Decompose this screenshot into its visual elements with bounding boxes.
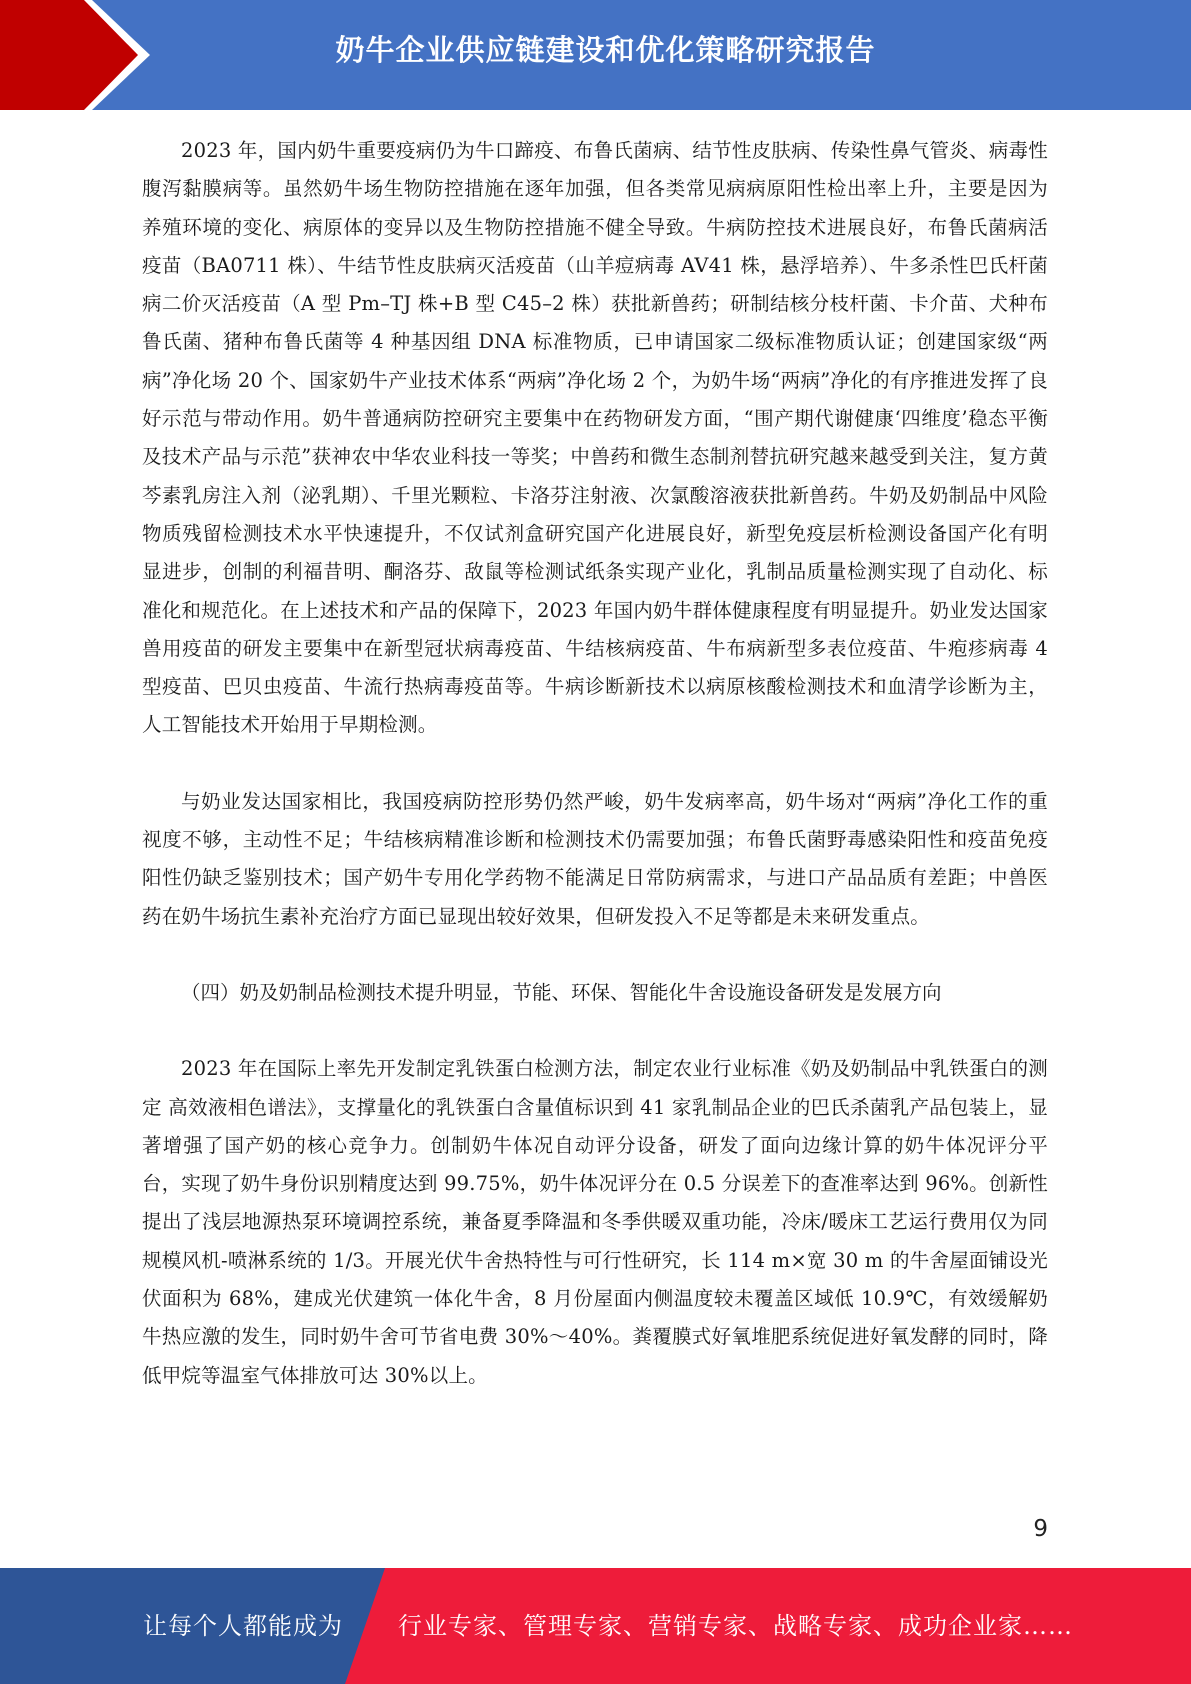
document-title: 奶牛企业供应链建设和优化策略研究报告 <box>335 33 876 67</box>
footer-slogan-roles: 行业专家、管理专家、营销专家、战略专家、成功企业家…… <box>398 1612 1073 1640</box>
page-footer <box>0 1568 1191 1684</box>
page-number: 9 <box>1033 1516 1048 1542</box>
body-paragraph-1: 2023 年，国内奶牛重要疫病仍为牛口蹄疫、布鲁氏菌病、结节性皮肤病、传染性鼻气管炎、病毒性腹泻黏膜病等。虽然奶牛场生物防控措施在逐年加强，但各类常见病病原阳性检出率上升，主要是因为养殖环境的变化、病原体的变异以及生物防控措施不健全导致。牛病防控技术进展良好，布鲁氏菌病活疫苗（BA0711 株）、牛结节性皮肤病灭活疫苗（山羊痘病毒 AV41 株，悬浮培养）、牛多杀性巴氏杆菌病二价灭活疫苗（A 型 Pm–TJ 株+B 型 C45–2 株）获批新兽药；研制结核分枝杆菌、卡介苗、犬种布鲁氏菌、猪种布鲁氏菌等 4 种基因组 DNA 标准物质，已申请国家二级标准物质认证；创建国家级“两病”净化场 20 个、国家奶牛产业技术体系“两病”净化场 2 个，为奶牛场“两病”净化的有序推进发挥了良好示范与带动作用。奶牛普通病防控研究主要集中在药物研发方面，“围产期代谢健康‘四维度’稳态平衡及技术产品与示范”获神农中华农业科技一等奖；中兽药和微生态制剂替抗研究越来越受到关注，复方黄芩素乳房注入剂（泌乳期）、千里光颗粒、卡洛芬注射液、次氯酸溶液获批新兽药。牛奶及奶制品中风险物质残留检测技术水平快速提升，不仅试剂盒研究国产化进展良好，新型免疫层析检测设备国产化有明显进步，创制的利福昔明、酮洛芬、敌鼠等检测试纸条实现产业化，乳制品质量检测实现了自动化、标准化和规范化。在上述技术和产品的保障下，2023 年国内奶牛群体健康程度有明显提升。奶业发达国家兽用疫苗的研发主要集中在新型冠状病毒疫苗、牛结核病疫苗、牛布病新型多表位疫苗、牛疱疹病毒 4 型疫苗、巴贝虫疫苗、牛流行热病毒疫苗等。牛病诊断新技术以病原核酸检测技术和血清学诊断为主，人工智能技术开始用于早期检测。 <box>142 139 1048 737</box>
body-paragraph-2: 与奶业发达国家相比，我国疫病防控形势仍然严峻，奶牛发病率高，奶牛场对“两病”净化工作的重视度不够，主动性不足；牛结核病精准诊断和检测技术仍需要加强；布鲁氏菌野毒感染阳性和疫苗免疫阳性仍缺乏鉴别技术；国产奶牛专用化学药物不能满足日常防病需求，与进口产品品质有差距；中兽医药在奶牛场抗生素补充治疗方面已显现出较好效果，但研发投入不足等都是未来研发重点。 <box>142 789 1048 928</box>
main-content <box>142 132 1048 1395</box>
section-heading: （四）奶及奶制品检测技术提升明显，节能、环保、智能化牛舍设施设备研发是发展方向 <box>181 980 942 1004</box>
page-header <box>0 0 1191 110</box>
section-paragraph: 2023 年在国际上率先开发制定乳铁蛋白检测方法，制定农业行业标准《奶及奶制品中乳铁蛋白的测定 高效液相色谱法》，支撑量化的乳铁蛋白含量值标识到 41 家乳制品企业的巴氏杀菌乳产品包装上，显著增强了国产奶的核心竞争力。创制奶牛体况自动评分设备，研发了面向边缘计算的奶牛体况评分平台，实现了奶牛身份识别精度达到 99.75%，奶牛体况评分在 0.5 分误差下的查准率达到 96%。创新性提出了浅层地源热泵环境调控系统，兼备夏季降温和冬季供暖双重功能，冷床/暖床工艺运行费用仅为同规模风机-喷淋系统的 1/3。开展光伏牛舍热特性与可行性研究，长 114 m×宽 30 m 的牛舍屋面铺设光伏面积为 68%，建成光伏建筑一体化牛舍，8 月份屋面内侧温度较未覆盖区域低 10.9℃，有效缓解奶牛热应激的发生，同时奶牛舍可节省电费 30%～40%。粪覆膜式好氧堆肥系统促进好氧发酵的同时，降低甲烷等温室气体排放可达 30%以上。 <box>142 1057 1048 1387</box>
footer-slogan-lead: 让每个人都能成为 <box>143 1612 343 1640</box>
